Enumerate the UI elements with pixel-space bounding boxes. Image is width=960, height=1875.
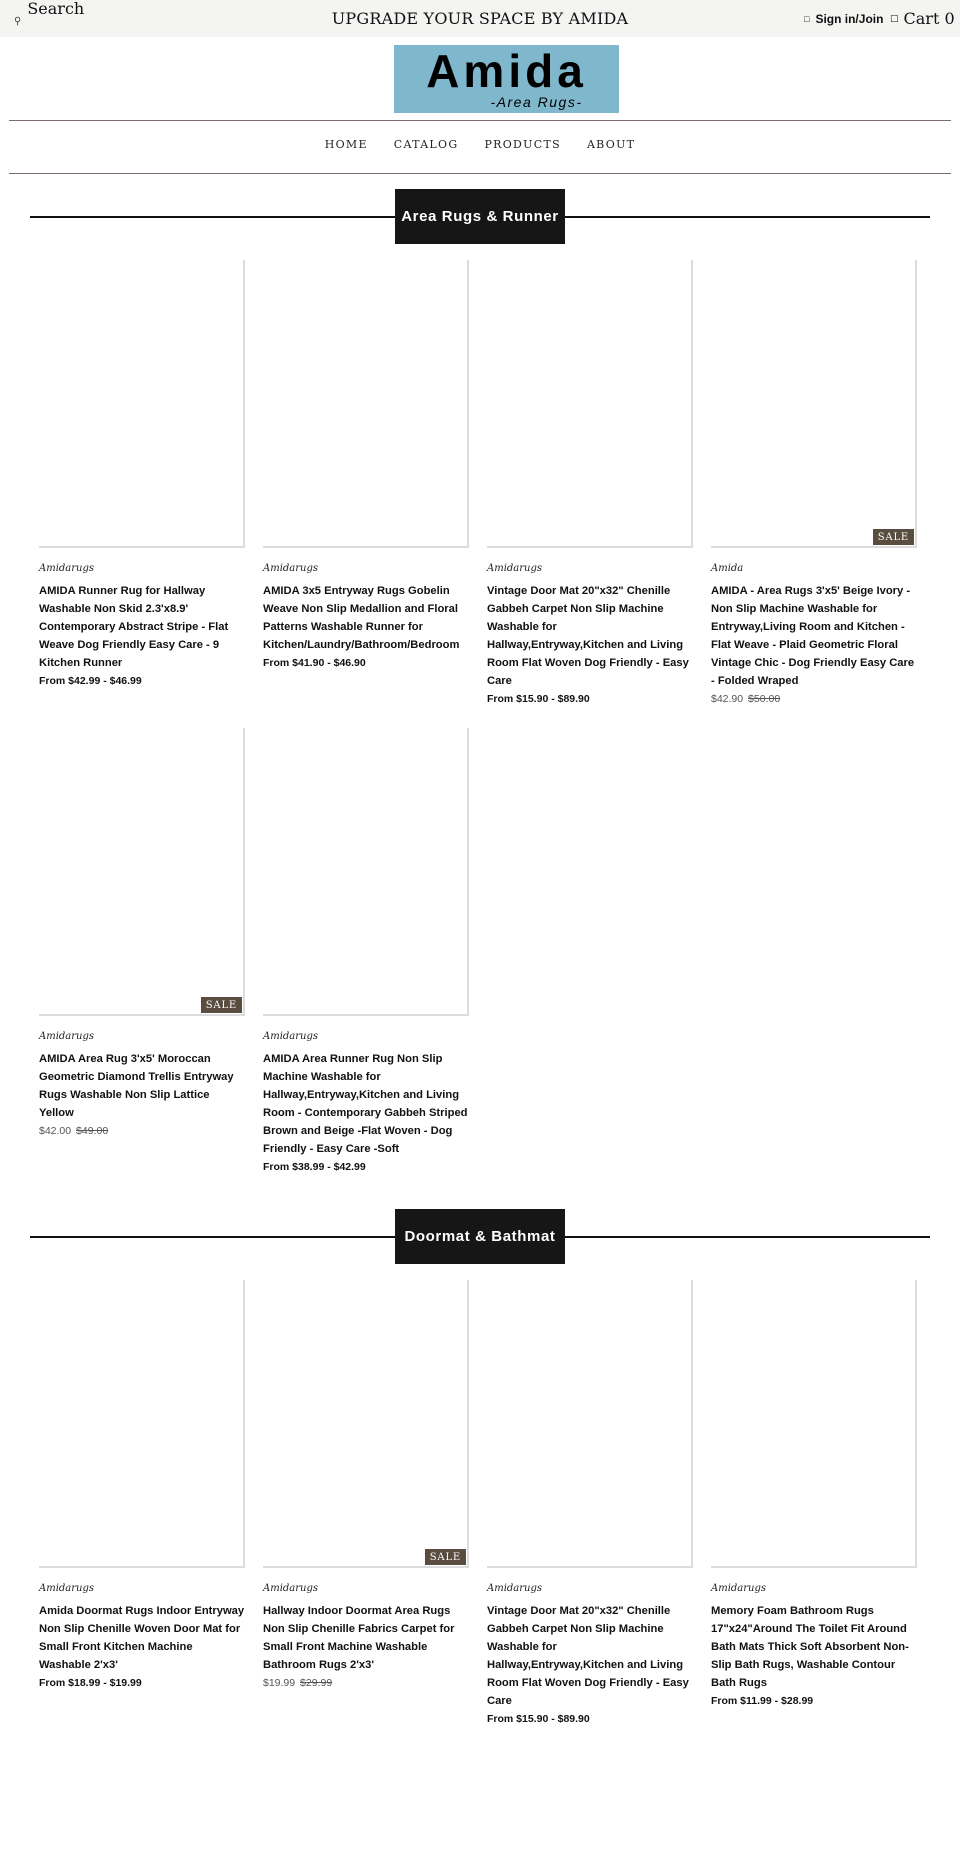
product-title[interactable]: AMIDA Area Runner Rug Non Slip Machine Washable for Hallway,Entryway,Kitchen and Living Room - Contemporary Gabbeh Striped Brown and Beige -Flat Woven - Dog Friendly - Easy Care -Soft (263, 1053, 468, 1155)
product-vendor: Amidarugs (487, 563, 543, 574)
product-card[interactable] (39, 728, 245, 1137)
product-card[interactable] (711, 260, 917, 705)
product-price: From $18.99 - $19.99 (39, 1677, 142, 1689)
sign-in-label: Sign in/Join (815, 12, 884, 26)
product-title[interactable]: Vintage Door Mat 20"x32" Chenille Gabbeh Carpet Non Slip Machine Washable for Hallway,Entryway,Kitchen and Living Room Flat Woven Dog Friendly - Easy Care (487, 585, 689, 687)
section-title (395, 1209, 565, 1264)
section-title (395, 189, 565, 244)
product-card[interactable] (263, 260, 469, 669)
compare-price: $50.00 (748, 693, 781, 705)
product-vendor: Amidarugs (487, 1583, 543, 1594)
sale-badge: SALE (425, 1549, 466, 1565)
sale-badge: SALE (873, 529, 914, 545)
section-title-text: Doormat & Bathmat (404, 1227, 556, 1245)
main-nav (0, 138, 960, 151)
product-card[interactable] (39, 1280, 245, 1689)
sale-price: $42.90 (711, 693, 744, 705)
product-title[interactable]: AMIDA Area Rug 3'x5' Moroccan Geometric Diamond Trellis Entryway Rugs Washable Non Slip Lattice Yellow (39, 1053, 234, 1119)
announcement-bar (0, 0, 960, 37)
product-card[interactable] (487, 1280, 693, 1725)
product-price (711, 693, 917, 705)
product-vendor: Amidarugs (263, 563, 319, 574)
product-image[interactable] (39, 260, 245, 548)
product-price (263, 1677, 469, 1689)
sale-badge: SALE (201, 997, 242, 1013)
search-label: Search (27, 0, 85, 18)
compare-price: $49.00 (76, 1125, 109, 1137)
product-price (39, 1125, 245, 1137)
user-icon: □ (804, 14, 810, 24)
product-price: From $42.99 - $46.99 (39, 675, 142, 687)
sale-price: $19.99 (263, 1677, 296, 1689)
section-title-text: Area Rugs & Runner (401, 207, 559, 225)
nav-about[interactable]: ABOUT (586, 138, 636, 151)
product-image[interactable] (263, 1280, 469, 1568)
product-price: From $11.99 - $28.99 (711, 1695, 814, 1707)
product-title[interactable]: AMIDA 3x5 Entryway Rugs Gobelin Weave Non Slip Medallion and Floral Patterns Washable Runner for Kitchen/Laundry/Bathroom/Bedroom (263, 585, 460, 651)
product-vendor: Amida (711, 563, 744, 574)
product-title[interactable]: Memory Foam Bathroom Rugs 17"x24"Around The Toilet Fit Around Bath Mats Thick Soft Absorbent Non-Slip Bath Rugs, Washable Contour Bath Rugs (711, 1605, 909, 1689)
nav-home[interactable]: HOME (324, 138, 368, 151)
sign-in-link[interactable] (804, 12, 883, 26)
product-vendor: Amidarugs (711, 1583, 767, 1594)
product-title[interactable]: AMIDA Runner Rug for Hallway Washable Non Skid 2.3'x8.9' Contemporary Abstract Stripe - Flat Weave Dog Friendly Easy Care - 9 Kitchen Runner (39, 585, 229, 669)
product-image[interactable] (39, 728, 245, 1016)
product-card[interactable] (39, 260, 245, 687)
product-title[interactable]: Vintage Door Mat 20"x32" Chenille Gabbeh Carpet Non Slip Machine Washable for Hallway,Entryway,Kitchen and Living Room Flat Woven Dog Friendly - Easy Care (487, 1605, 689, 1707)
search-icon: ⚲ (14, 16, 22, 27)
product-image[interactable] (263, 728, 469, 1016)
product-title[interactable]: Hallway Indoor Doormat Area Rugs Non Slip Chenille Fabrics Carpet for Small Front Machine Washable Bathroom Rugs 2'x3' (263, 1605, 455, 1671)
product-price: From $38.99 - $42.99 (263, 1161, 366, 1173)
cart-label: Cart (903, 9, 940, 28)
product-price: From $15.90 - $89.90 (487, 693, 590, 705)
product-card[interactable] (711, 1280, 917, 1707)
product-image[interactable] (711, 260, 917, 548)
product-image[interactable] (263, 260, 469, 548)
promo-text: UPGRADE YOUR SPACE BY AMIDA (331, 9, 629, 28)
logo-tagline: -Area Rugs- (490, 94, 583, 110)
product-vendor: Amidarugs (39, 1031, 95, 1042)
product-title[interactable]: AMIDA - Area Rugs 3'x5' Beige Ivory - Non Slip Machine Washable for Entryway,Living Room and Kitchen - Flat Weave - Plaid Geometric Floral Vintage Chic - Dog Friendly Easy Care - Folded Wraped (711, 585, 915, 687)
product-image[interactable] (487, 260, 693, 548)
product-price: From $15.90 - $89.90 (487, 1713, 590, 1725)
product-image[interactable] (711, 1280, 917, 1568)
product-card[interactable] (263, 1280, 469, 1689)
compare-price: $29.99 (300, 1677, 333, 1689)
sale-price: $42.00 (39, 1125, 72, 1137)
cart-link[interactable] (890, 9, 955, 28)
product-title[interactable]: Amida Doormat Rugs Indoor Entryway Non Slip Chenille Woven Door Mat for Small Front Kitchen Machine Washable 2'x3' (39, 1605, 245, 1671)
product-image[interactable] (39, 1280, 245, 1568)
product-vendor: Amidarugs (39, 1583, 95, 1594)
nav-divider-top (9, 120, 951, 121)
cart-count: 0 (944, 9, 955, 28)
nav-products[interactable]: PRODUCTS (484, 138, 561, 151)
logo-name: Amida (426, 45, 587, 97)
nav-catalog[interactable]: CATALOG (393, 138, 459, 151)
product-vendor: Amidarugs (263, 1583, 319, 1594)
product-vendor: Amidarugs (263, 1031, 319, 1042)
product-price: From $41.90 - $46.90 (263, 657, 366, 669)
store-logo[interactable] (394, 45, 619, 113)
product-card[interactable] (263, 728, 469, 1173)
product-vendor: Amidarugs (39, 563, 95, 574)
nav-divider-bottom (9, 173, 951, 174)
cart-icon: □ (890, 13, 899, 24)
product-card[interactable] (487, 260, 693, 705)
product-image[interactable] (487, 1280, 693, 1568)
